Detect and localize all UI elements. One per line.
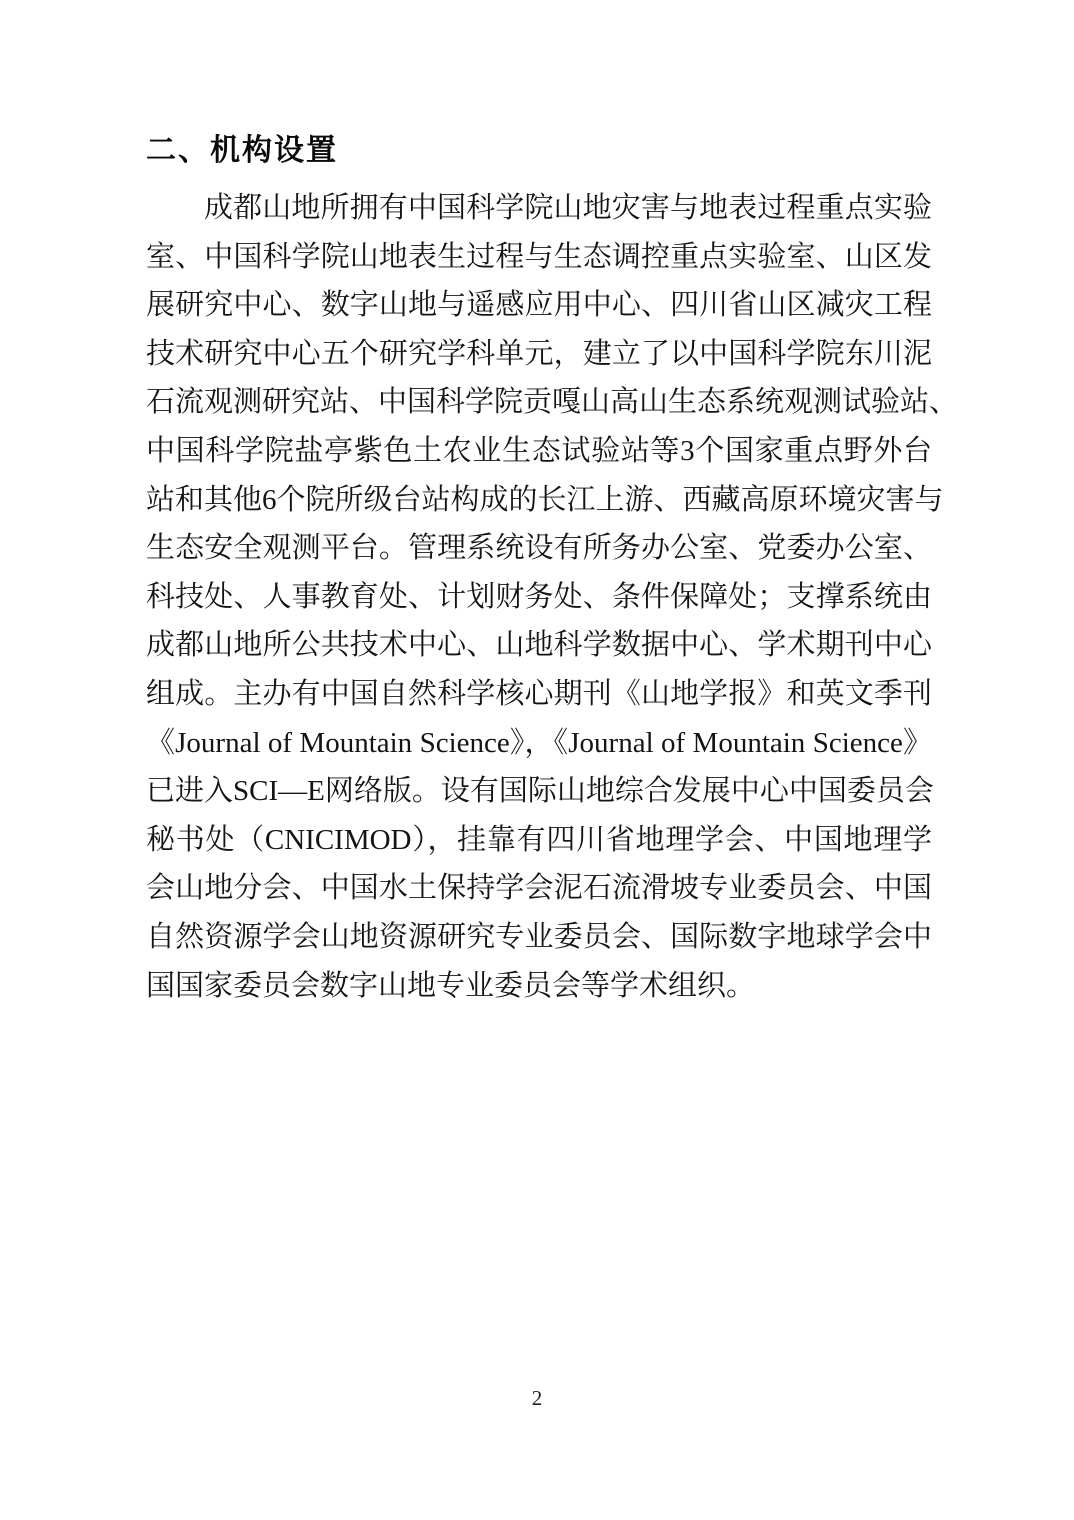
text-line: 自然资源学会山地资源研究专业委员会、国际数字地球学会中: [146, 920, 932, 953]
text-line: 《Journal of Mountain Science》，《Journal of Mountain Science》: [146, 726, 932, 759]
page-content: [146, 130, 959, 1010]
page-number: 2: [531, 1386, 543, 1410]
text-line: 室、中国科学院山地表生过程与生态调控重点实验室、山区发: [146, 240, 932, 273]
text-line: 科技处、人事教育处、计划财务处、条件保障处；支撑系统由: [146, 580, 932, 613]
text-line: 会山地分会、中国水土保持学会泥石流滑坡专业委员会、中国: [146, 872, 932, 905]
text-line: 组成。主办有中国自然科学核心期刊《山地学报》和英文季刊: [146, 677, 932, 710]
text-line: 展研究中心、数字山地与遥感应用中心、四川省山区减灾工程: [146, 289, 932, 322]
text-line: 国国家委员会数字山地专业委员会等学术组织。: [146, 969, 756, 1002]
text-line: 石流观测研究站、中国科学院贡嘎山高山生态系统观测试验站、: [146, 386, 959, 419]
body-paragraph: [146, 184, 959, 1010]
text-line: 生态安全观测平台。管理系统设有所务办公室、党委办公室、: [146, 532, 932, 565]
section-heading: 二、机构设置: [146, 134, 338, 167]
text-line: 秘书处（CNICIMOD），挂靠有四川省地理学会、中国地理学: [146, 823, 932, 856]
text-line: 成都山地所公共技术中心、山地科学数据中心、学术期刊中心: [146, 629, 932, 662]
text-line: 站和其他6个院所级台站构成的长江上游、西藏高原环境灾害与: [146, 483, 944, 516]
text-line: 成都山地所拥有中国科学院山地灾害与地表过程重点实验: [204, 192, 932, 224]
text-line: 技术研究中心五个研究学科单元，建立了以中国科学院东川泥: [146, 337, 932, 370]
text-line: 中国科学院盐亭紫色土农业生态试验站等3个国家重点野外台: [146, 434, 932, 467]
text-line: 已进入SCI—E网络版。设有国际山地综合发展中心中国委员会: [146, 775, 934, 808]
